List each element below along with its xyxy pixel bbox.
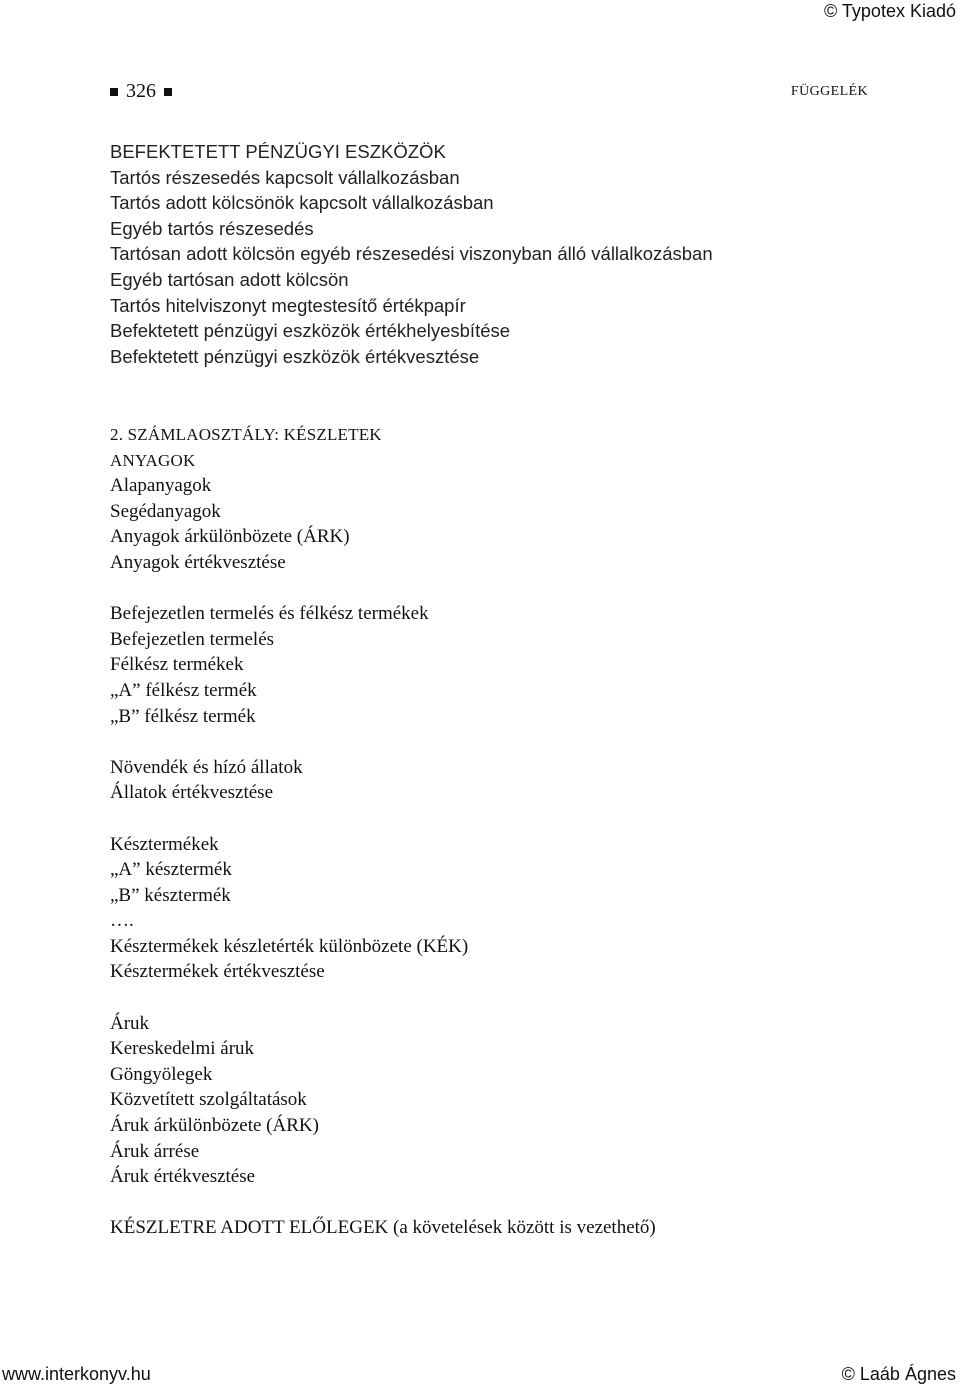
list-item: Áruk árkülönbözete (ÁRK) (110, 1115, 319, 1137)
list-item: Anyagok árkülönbözete (ÁRK) (110, 526, 350, 548)
page-number (110, 80, 172, 103)
list-item: Tartós részesedés kapcsolt vállalkozásban (110, 166, 460, 188)
blank-line (110, 1190, 656, 1216)
square-bullet-icon (110, 88, 118, 96)
list-item: „A” félkész termék (110, 679, 257, 701)
list-item: KÉSZLETRE ADOTT ELŐLEGEK (a követelések között is vezethető) (110, 1217, 656, 1239)
blank-line (110, 729, 656, 755)
blank-line (110, 576, 656, 602)
list-item: Áruk értékvesztése (110, 1166, 256, 1188)
list-item: Félkész termékek (110, 654, 244, 676)
list-item: Áruk árrése (110, 1140, 200, 1162)
section-title: FÜGGELÉK (790, 84, 868, 99)
list-item: BEFEKTETETT PÉNZÜGYI ESZKÖZÖK (110, 141, 446, 162)
list-item: Egyéb tartós részesedés (110, 217, 314, 239)
list-item: Tartósan adott kölcsön egyéb részesedési viszonyban álló vállalkozásban (110, 243, 713, 265)
list-item: „B” késztermék (110, 884, 231, 906)
list-item: Göngyölegek (110, 1063, 213, 1085)
footer-website: www.interkonyv.hu (2, 1364, 151, 1384)
list-item: Késztermékek készletérték különbözete (KÉK) (110, 935, 469, 957)
list-item: Segédanyagok (110, 500, 221, 522)
blank-line (110, 806, 656, 832)
list-item: Egyéb tartósan adott kölcsön (110, 268, 349, 290)
list-item: Növendék és hízó állatok (110, 756, 303, 778)
footer-author: © Laáb Ágnes (841, 1364, 956, 1384)
list-item: Tartós hitelviszonyt megtestesítő értékpapír (110, 294, 466, 316)
list-item: ANYAGOK (110, 450, 196, 470)
list-item: Közvetített szolgáltatások (110, 1089, 307, 1111)
list-item: Áruk (110, 1012, 150, 1034)
list-item: 2. SZÁMLAOSZTÁLY: KÉSZLETEK (110, 425, 382, 444)
list-item: Alapanyagok (110, 475, 212, 497)
blank-line (110, 985, 656, 1011)
list-item: Befejezetlen termelés és félkész termékek (110, 603, 429, 625)
list-item: Állatok értékvesztése (110, 782, 274, 804)
list-item: „B” félkész termék (110, 705, 256, 727)
page-header (110, 80, 868, 108)
list-item: Anyagok értékvesztése (110, 551, 286, 573)
list-item: „A” késztermék (110, 859, 232, 881)
square-bullet-icon (164, 88, 172, 96)
copyright-notice: © Typotex Kiadó (823, 1, 956, 21)
page-number-text: 326 (126, 80, 156, 102)
inventory-accounts-list (110, 422, 656, 1241)
list-item: Befektetett pénzügyi eszközök értékvesztése (110, 345, 480, 367)
list-item: Késztermékek (110, 833, 219, 855)
list-item: Befejezetlen termelés (110, 628, 275, 650)
list-item: Kereskedelmi áruk (110, 1038, 255, 1060)
list-item: Késztermékek értékvesztése (110, 961, 325, 983)
list-item: …. (110, 910, 134, 932)
financial-assets-list (110, 139, 713, 369)
list-item: Befektetett pénzügyi eszközök értékhelyesbítése (110, 320, 511, 342)
list-item: Tartós adott kölcsönök kapcsolt vállalkozásban (110, 192, 494, 214)
